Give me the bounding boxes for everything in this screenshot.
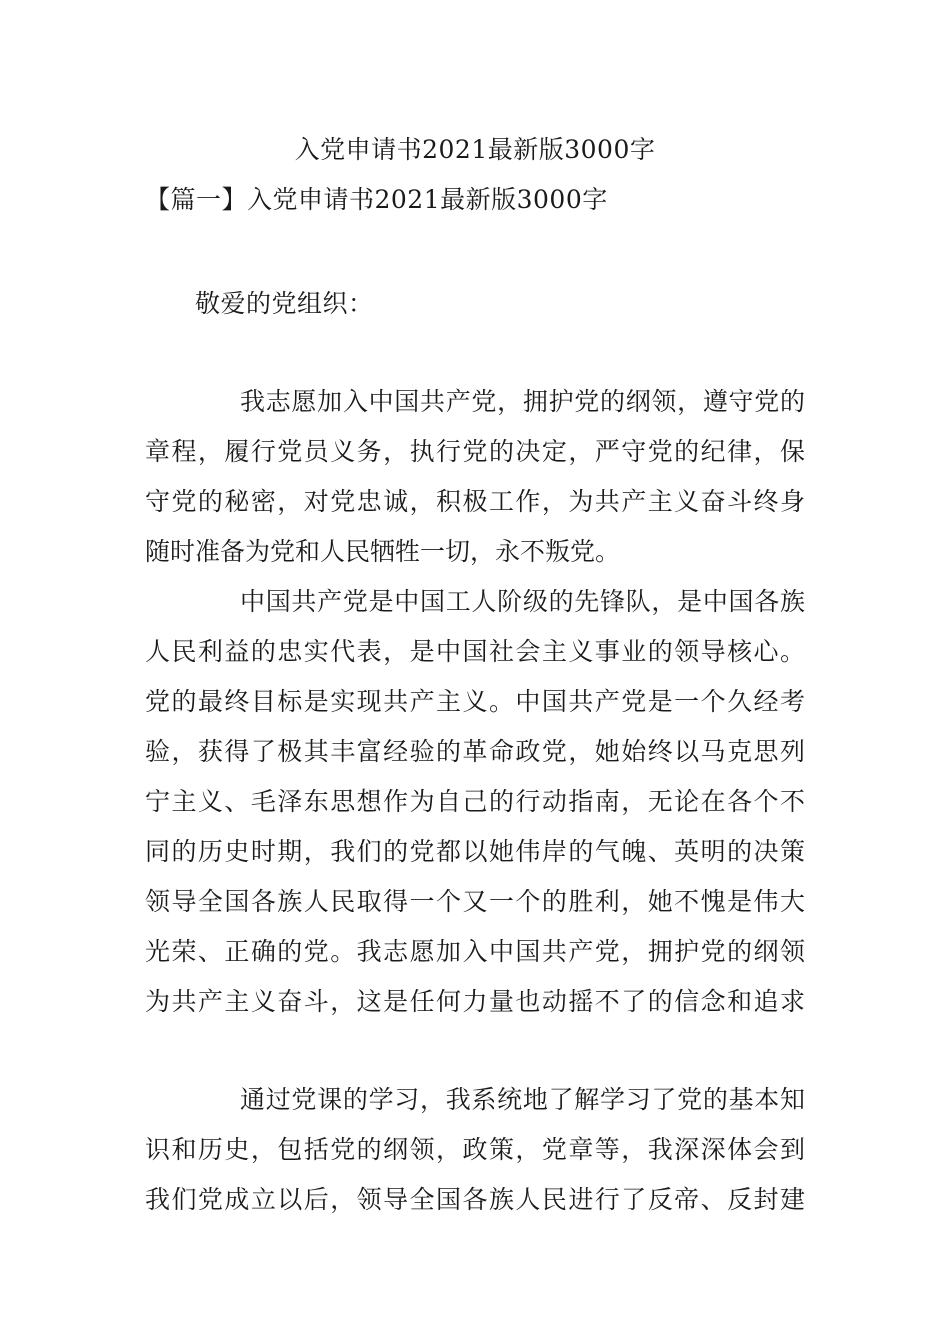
paragraph-line: 光荣、正确的党。我志愿加入中国共产党，拥护党的纲领 bbox=[145, 937, 805, 966]
paragraph-line: 识和历史，包括党的纲领，政策，党章等，我深深体会到 bbox=[145, 1135, 805, 1164]
document-title: 入党申请书2021最新版3000字 bbox=[294, 135, 656, 164]
paragraph-line: 中国共产党是中国工人阶级的先锋队，是中国各族 bbox=[240, 587, 805, 616]
paragraph-line: 领导全国各族人民取得一个又一个的胜利，她不愧是伟大 bbox=[145, 887, 805, 916]
paragraph-line: 我志愿加入中国共产党，拥护党的纲领，遵守党的 bbox=[240, 387, 805, 416]
paragraph-line: 党的最终目标是实现共产主义。中国共产党是一个久经考 bbox=[145, 687, 805, 716]
paragraph-line: 章程，履行党员义务，执行党的决定，严守党的纪律，保 bbox=[145, 437, 805, 466]
paragraph-line: 验，获得了极其丰富经验的革命政党，她始终以马克思列 bbox=[145, 737, 805, 766]
paragraph-line: 同的历史时期，我们的党都以她伟岸的气魄、英明的决策 bbox=[145, 837, 805, 866]
salutation: 敬爱的党组织： bbox=[195, 289, 374, 318]
paragraph-line: 人民利益的忠实代表，是中国社会主义事业的领导核心。 bbox=[145, 637, 805, 666]
paragraph-line: 为共产主义奋斗，这是任何力量也动摇不了的信念和追求 bbox=[145, 987, 805, 1016]
paragraph-line: 我们党成立以后，领导全国各族人民进行了反帝、反封建 bbox=[145, 1185, 805, 1214]
paragraph-line: 守党的秘密，对党忠诚，积极工作，为共产主义奋斗终身 bbox=[145, 487, 805, 516]
paragraph-line: 宁主义、毛泽东思想作为自己的行动指南，无论在各个不 bbox=[145, 787, 805, 816]
section-heading: 【篇一】入党申请书2021最新版3000字 bbox=[145, 185, 608, 214]
paragraph-line: 通过党课的学习，我系统地了解学习了党的基本知 bbox=[240, 1085, 805, 1114]
paragraph-line: 随时准备为党和人民牺牲一切，永不叛党。 bbox=[145, 537, 621, 566]
